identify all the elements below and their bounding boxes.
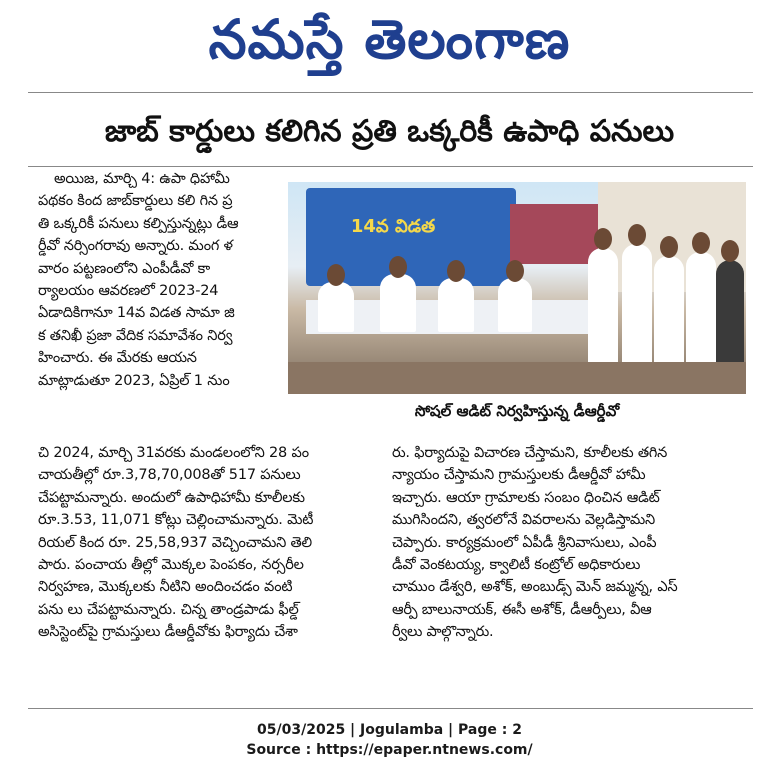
photo-person-head [692,232,710,254]
text-line: చేపట్టామన్నారు. అందులో ఉపాధిహామీ కూలీలకు [38,489,305,506]
edition-info: 05/03/2025 | Jogulamba | Page : 2 [257,722,522,738]
photo-person [686,252,716,368]
text-line: రూ.3.53, 11,071 కోట్లు చెల్లించామన్నారు. మెటీ [38,512,314,529]
photo-person [438,278,474,332]
wide-column [38,442,376,644]
left-column [38,168,284,392]
text-line: ఆర్పీ బాలునాయక్, ఈసీ అశోక్, డీఆర్పీలు, వీఆ [392,601,652,618]
text-line: ర్యాలయం ఆవరణలో 2023-24 [38,283,219,300]
text-line: తి ఒక్కరికీ పనులు కల్పిస్తున్నట్లు డీఆ [38,215,239,232]
photo-person-head [447,260,465,282]
photo-person-head [660,236,678,258]
photo-person [588,248,618,368]
photo-banner-text: 14వ విడత [350,216,436,237]
text-line: ఏడాదికిగానూ 14వ విడత సామా జి [38,305,235,322]
text-line: అయిజ, మార్చి 4: ఉపా ధిహామీ [54,171,230,187]
text-line: చాయతీల్లో రూ.3,78,70,008తో 517 పనులు [38,467,301,484]
photo-person-head [506,260,524,282]
text-line: వారం పట్టణంలోని ఎంపీడీవో కా [38,260,210,277]
photo-floor [288,362,746,394]
headline: జాబ్ కార్డులు కలిగిన ప్రతి ఒక్కరికీ ఉపాధి పనులు [104,114,675,149]
text-line: డీవో వెంకటయ్య, క్వాలిటీ కంట్రోల్ అధికారులు [392,557,641,574]
photo-person [622,244,652,368]
text-line: రియల్ కింద రూ. 25,58,937 వెచ్చించామని తెలి [38,534,312,551]
text-line: ర్వీలు పాల్గొన్నారు. [392,624,494,641]
photo-person-head [389,256,407,278]
text-line: పథకం కింద జాబ్‌కార్డులు కలి గిన ప్ర [38,193,233,210]
photo-person [318,282,354,332]
text-line: ర్డీవో నర్సింగరావు అన్నారు. మంగ ళ [38,238,233,255]
text-line: మాట్లాడుతూ 2023, ఏప్రిల్ 1 నుం [38,372,230,389]
masthead [0,0,779,82]
divider [28,92,753,93]
text-line: హించారు. ఈ మేరకు ఆయన [38,350,197,367]
divider [28,166,753,167]
photo-person-head [721,240,739,262]
text-line: చి 2024, మార్చి 31వరకు మండలంలోని 28 పం [38,445,309,461]
text-line: న్యాయం చేస్తామని గ్రామస్తులకు డీఆర్డీవో హామీ [392,467,646,484]
photo-person-head [628,224,646,246]
photo-caption: సోషల్ ఆడిట్ నిర్వహిస్తున్న డీఆర్డీవో [414,402,620,420]
photo-person [498,278,532,332]
text-line: చాముం డేశ్వరి, అశోక్, అంబుడ్స్ మెన్ జమ్మన్న, ఎస్ [392,579,678,596]
photo-person-head [594,228,612,250]
photo-banner-secondary [510,204,598,264]
newspaper-title: నమస్తే తెలంగాణ [208,8,571,71]
text-line: పను లు చేపట్టామన్నారు. చిన్న తాండ్రపాడు ఫీల్డ్ [38,601,299,618]
text-line: ఇచ్చారు. ఆయా గ్రామాలకు సంబం ధించిన ఆడిట్ [392,489,660,506]
source-link[interactable]: Source : https://epaper.ntnews.com/ [246,742,533,758]
text-line: క తనిఖీ ప్రజా వేదిక సమావేశం నిర్వ [38,327,233,344]
text-line: నిర్వహణ, మొక్కలకు నీటిని అందించడం వంటి [38,579,293,596]
article-photo [288,182,746,394]
right-column [392,442,742,644]
photo-person-head [327,264,345,286]
text-line: ముగిసిందని, త్వరలోనే వివరాలను వెల్లడిస్తామని [392,512,655,529]
text-line: చెప్పారు. కార్యక్రమంలో ఏపీడీ శ్రీనివాసులు, ఎంపీ [392,534,657,551]
text-line: అసిస్టెంట్‌పై గ్రామస్తులు డీఆర్డీవోకు ఫిర్యాదు చేశా [38,624,298,641]
photo-person [380,274,416,332]
text-line: పారు. పంచాయ తీల్లో మొక్కల పెంపకం, నర్సరీల [38,557,304,574]
divider [28,708,753,709]
photo-person [654,256,684,368]
text-line: రు. ఫిర్యాదుపై విచారణ చేస్తామని, కూలీలకు తగిన [392,445,668,461]
photo-person [716,260,744,368]
